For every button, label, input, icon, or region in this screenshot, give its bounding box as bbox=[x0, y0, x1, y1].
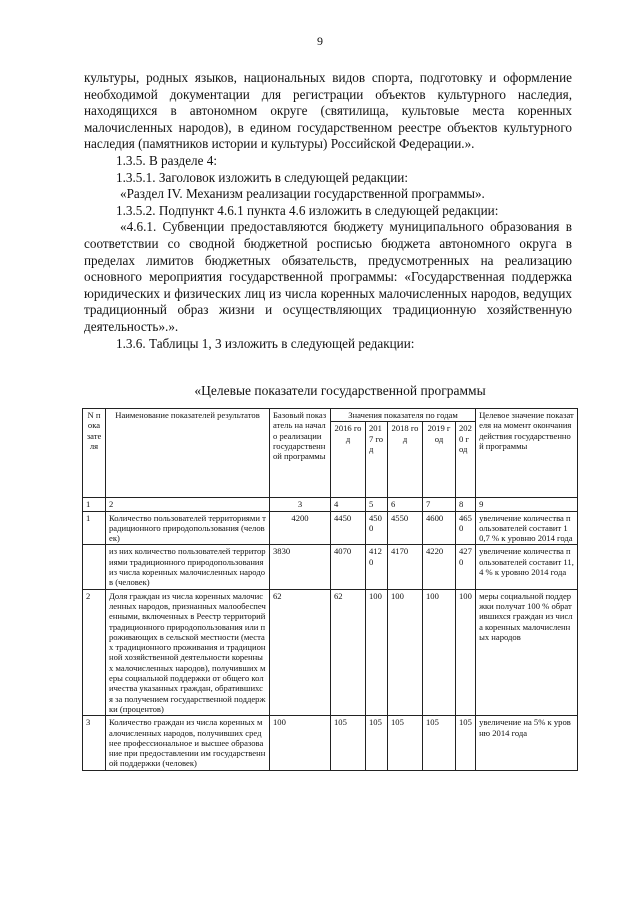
row-base: 4200 bbox=[270, 511, 331, 545]
row-num bbox=[83, 545, 106, 589]
row-name: из них количество пользователей территориями традиционного природопользования из числа коренных малочисленных народов (человек) bbox=[106, 545, 270, 589]
row-name: Количество пользователей территориями традиционного природопользования (человек) bbox=[106, 511, 270, 545]
row-value-2018: 4170 bbox=[388, 545, 423, 589]
row-name: Количество граждан из числа коренных малочисленных народов, получивших среднее профессиональное и высшее образование при предоставлении им государственной поддержки (человек) bbox=[106, 716, 270, 770]
row-value-2017: 412 0 bbox=[366, 545, 388, 589]
row-num: 1 bbox=[83, 511, 106, 545]
paragraph-subitem-change: 1.3.5.2. Подпункт 4.6.1 пункта 4.6 изложить в следующей редакции: bbox=[116, 202, 499, 218]
body-text bbox=[84, 70, 572, 352]
header-name: Наименование показателей результатов bbox=[106, 409, 270, 498]
row-value-2018: 4550 bbox=[388, 511, 423, 545]
col-number: 5 bbox=[366, 498, 388, 511]
header-year-2020: 202 0 год bbox=[456, 422, 476, 498]
row-value-2016: 62 bbox=[331, 589, 366, 716]
header-year-2016: 2016 год bbox=[331, 422, 366, 498]
paragraph-subventions: «4.6.1. Субвенции предоставляются бюджету муниципального образования в соответствии со сводной бюджетной росписью бюджета автономного округа в пределах лимитов бюджетных обязательств, предусмотренных на реализацию основного мероприятия государственной программы: «Государственная поддержка юридических и физических лиц из числа коренных малочисленных народов, ведущих традиционный образ жизни и осуществляющих традиционную хозяйственную деятельность».». bbox=[84, 219, 572, 334]
row-value-2019: 4220 bbox=[423, 545, 456, 589]
header-num: N пока зате ля bbox=[83, 409, 106, 498]
header-year-2019: 2019 год bbox=[423, 422, 456, 498]
header-base: Базовый показатель на начало реализации государственной программы bbox=[270, 409, 331, 498]
col-number: 7 bbox=[423, 498, 456, 511]
row-value-2016: 105 bbox=[331, 716, 366, 770]
header-row bbox=[83, 409, 578, 422]
paragraph-culture: культуры, родных языков, национальных видов спорта, подготовку и оформление необходимой документации для регистрации объектов культурного наследия, находящихся в автономном округе (святилища, культовые места коренных малочисленных народов), в едином государственном реестре объектов культурного наследия (памятников истории и культуры) Российской Федерации.». bbox=[84, 70, 572, 152]
row-value-2018: 100 bbox=[388, 589, 423, 716]
table-row bbox=[83, 511, 578, 545]
row-target: меры социальной поддержки получат 100 % обратившихся граждан из числа коренных малочисленных народов bbox=[476, 589, 578, 716]
paragraph-heading-change: 1.3.5.1. Заголовок изложить в следующей редакции: bbox=[116, 169, 409, 185]
indicators-table bbox=[82, 408, 578, 771]
row-value-2019: 4600 bbox=[423, 511, 456, 545]
row-target: увеличение количества пользователей составит 11,4 % к уровню 2014 года bbox=[476, 545, 578, 589]
table-row bbox=[83, 589, 578, 716]
col-number: 6 bbox=[388, 498, 423, 511]
header-target: Целевое значение показателя на момент окончания действия государственной программы bbox=[476, 409, 578, 498]
header-years-group: Значения показателя по годам bbox=[331, 409, 476, 422]
row-name: Доля граждан из числа коренных малочисленных народов, признанных малообеспеченными, включенных в Реестр территорий традиционного природопользования или проживающих в сельской местности (местах традиционного проживания и традиционной хозяйственной деятельности коренных малочисленных народов), получивших меры социальной поддержки от общего количества указанных граждан, обратившихся за получением государственной поддержки (процентов) bbox=[106, 589, 270, 716]
column-numbers-row bbox=[83, 498, 578, 511]
row-value-2018: 105 bbox=[388, 716, 423, 770]
row-base: 3830 bbox=[270, 545, 331, 589]
table-title: «Целевые показатели государственной программы bbox=[194, 383, 486, 398]
paragraph-section-4: 1.3.5. В разделе 4: bbox=[116, 152, 218, 168]
table-row bbox=[83, 545, 578, 589]
col-number: 8 bbox=[456, 498, 476, 511]
row-base: 100 bbox=[270, 716, 331, 770]
row-value-2016: 4450 bbox=[331, 511, 366, 545]
paragraph-tables-change: 1.3.6. Таблицы 1, 3 изложить в следующей редакции: bbox=[116, 335, 415, 351]
paragraph-section-title: «Раздел IV. Механизм реализации государственной программы». bbox=[120, 186, 485, 202]
row-base: 62 bbox=[270, 589, 331, 716]
row-target: увеличение на 5% к уровню 2014 года bbox=[476, 716, 578, 770]
row-value-2017: 105 bbox=[366, 716, 388, 770]
row-value-2019: 100 bbox=[423, 589, 456, 716]
row-value-2020: 100 bbox=[456, 589, 476, 716]
header-year-2017: 201 7 год bbox=[366, 422, 388, 498]
row-num: 2 bbox=[83, 589, 106, 716]
row-value-2017: 100 bbox=[366, 589, 388, 716]
row-value-2020: 105 bbox=[456, 716, 476, 770]
col-number: 3 bbox=[270, 498, 331, 511]
row-value-2019: 105 bbox=[423, 716, 456, 770]
header-year-2018: 2018 год bbox=[388, 422, 423, 498]
page-number: 9 bbox=[317, 34, 323, 48]
col-number: 9 bbox=[476, 498, 578, 511]
row-value-2016: 4070 bbox=[331, 545, 366, 589]
row-target: увеличение количества пользователей составит 10,7 % к уровню 2014 года bbox=[476, 511, 578, 545]
col-number: 4 bbox=[331, 498, 366, 511]
row-value-2017: 450 0 bbox=[366, 511, 388, 545]
table-row bbox=[83, 716, 578, 770]
col-number: 1 bbox=[83, 498, 106, 511]
col-number: 2 bbox=[106, 498, 270, 511]
row-value-2020: 427 0 bbox=[456, 545, 476, 589]
row-num: 3 bbox=[83, 716, 106, 770]
row-value-2020: 465 0 bbox=[456, 511, 476, 545]
